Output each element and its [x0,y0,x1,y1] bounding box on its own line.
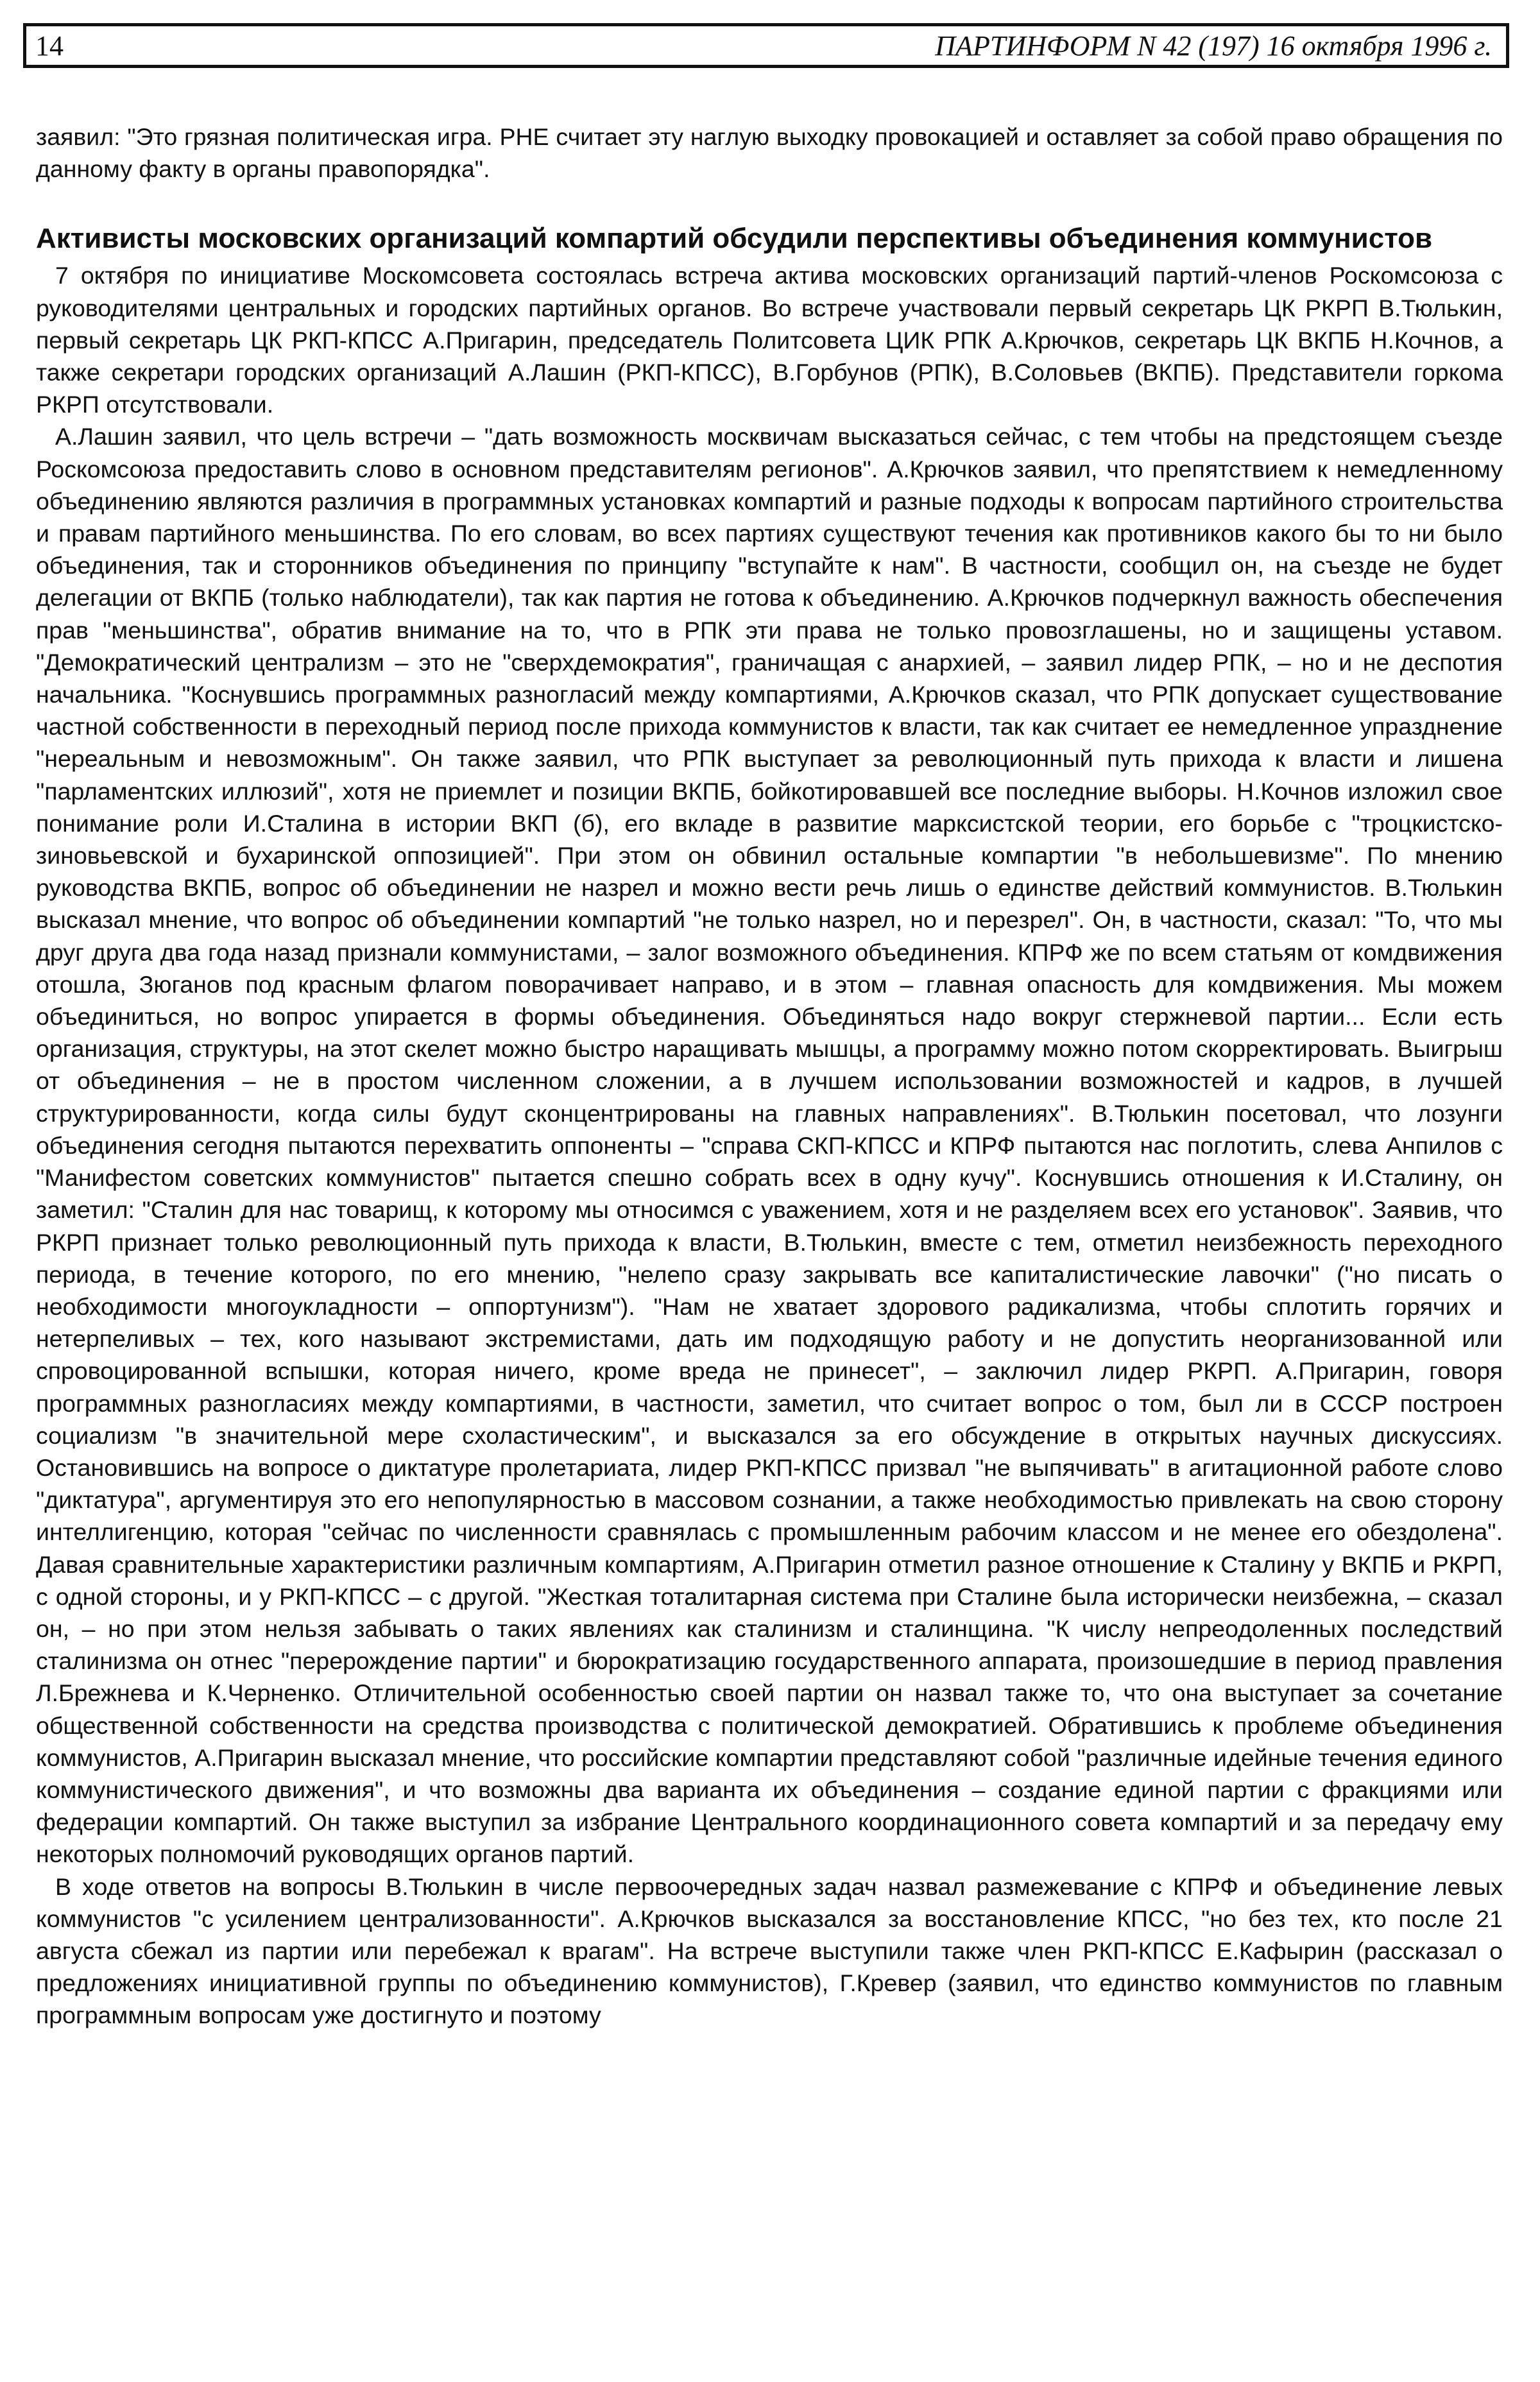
article-paragraph: 7 октября по инициативе Москомсовета состоялась встреча актива московских организаций партий-членов Роскомсоюза с руководителями центральных и городских партийных органов. Во встрече участвовали первый секретарь ЦК РКРП В.Тюлькин, первый секретарь ЦК РКП-КПСС А.Пригарин, председатель Политсовета ЦИК РПК А.Крючков, секретарь ЦК ВКПБ Н.Кочнов, а также секретари городских организаций А.Лашин (РКП-КПСС), В.Горбунов (РПК), В.Соловьев (ВКПБ). Представители горкома РКРП отсутствовали. [36,262,1503,418]
article-body [36,121,1503,2032]
page-header [23,23,1509,68]
page-number: 14 [35,30,64,62]
article-paragraph: А.Лашин заявил, что цель встречи – "дать возможность москвичам высказаться сейчас, с тем чтобы на предстоящем съезде Роскомсоюза предоставить слово в основном представителям регионов". А.Крючков заявил, что препятствием к немедленному объединению являются различия в программных установках компартий и разные подходы к вопросам партийного строительства и правам партийного меньшинства. По его словам, во всех партиях существуют течения как противников какого бы то ни было объединения, так и сторонников объединения по принципу "вступайте к нам". В частности, сообщил он, на съезде не будет делегации от ВКПБ (только наблюдатели), так как партия не готова к объединению. А.Крючков подчеркнул важность обеспечения прав "меньшинства", обратив внимание на то, что в РПК эти права не только провозглашены, но и защищены уставом. "Демократический централизм – это не "сверхдемократия", граничащая с анархией, – заявил лидер РПК, – но и не деспотия начальника. "Коснувшись программных разногласий между компартиями, А.Крючков сказал, что РПК допускает существование частной собственности в переходный период после прихода коммунистов к власти, так как считает ее немедленное упразднение "нереальным и невозможным". Он также заявил, что РПК выступает за революционный путь прихода к власти и лишена "парламентских иллюзий", хотя не приемлет и позиции ВКПБ, бойкотировавшей все последние выборы. Н.Кочнов изложил свое понимание роли И.Сталина в истории ВКП (б), его вкладе в развитие марксистской теории, его борьбе с "троцкистско-зиновьевской и бухаринской оппозицией". При этом он обвинил остальные компартии "в небольшевизме". По мнению руководства ВКПБ, вопрос об объединении не назрел и можно вести речь лишь о единстве действий коммунистов. В.Тюлькин высказал мнение, что вопрос об объединении компартий "не только назрел, но и перезрел". Он, в частности, сказал: "То, что мы друг друга два года назад признали коммунистами, – залог возможного объединения. КПРФ же по всем статьям от комдвижения отошла, Зюганов под красным флагом поворачивает направо, и в этом – главная опасность для комдвижения. Мы можем объединиться, но вопрос упирается в формы объединения. Объединяться надо вокруг стержневой партии... Если есть организация, структуры, на этот скелет можно быстро наращивать мышцы, а программу можно потом скорректировать. Выигрыш от объединения – не в простом численном сложении, а в лучшем использовании возможностей и кадров, в лучшей структурированности, когда силы будут сконцентрированы на главных направлениях". В.Тюлькин посетовал, что лозунги объединения сегодня пытаются перехватить оппоненты – "справа СКП-КПСС и КПРФ пытаются нас поглотить, слева Анпилов с "Манифестом советских коммунистов" пытается спешно собрать всех в одну кучу". Коснувшись отношения к И.Сталину, он заметил: "Сталин для нас товарищ, к которому мы относимся с уважением, хотя и не разделяем всех его установок". Заявив, что РКРП признает только революционный путь прихода к власти, В.Тюлькин, вместе с тем, отметил неизбежность переходного периода, в течение которого, по его мнению, "нелепо сразу закрывать все капиталистические лавочки" ("но писать о необходимости многоукладности – оппортунизм"). "Нам не хватает здорового радикализма, чтобы сплотить горячих и нетерпеливых – тех, кого называют экстремистами, дать им подходящую работу и не допустить неорганизованной или спровоцированной вспышки, которая ничего, кроме вреда не принесет", – заключил лидер РКРП. А.Пригарин, говоря программных разногласиях между компартиями, в частности, заметил, что считает вопрос о том, был ли в СССР построен социализм "в значительной мере схоластическим", и высказался за его обсуждение в открытых научных дискуссиях. Остановившись на вопросе о диктатуре пролетариата, лидер РКП-КПСС призвал "не выпячивать" в агитационной работе слово "диктатура", аргументируя это его непопулярностью в массовом сознании, а также необходимостью привлекать на свою сторону интеллигенцию, которая "сейчас по численности сравнялась с промышленным рабочим классом и не менее его обездолена". Давая сравнительные характеристики различным компартиям, А.Пригарин отметил разное отношение к Сталину у ВКПБ и РКРП, с одной стороны, и у РКП-КПСС – с другой. "Жесткая тоталитарная система при Сталине была исторически неизбежна, – сказал он, – но при этом нельзя забывать о таких явлениях как сталинизм и сталинщина. "К числу непреодоленных последствий сталинизма он отнес "перерождение партии" и бюрократизацию государственного аппарата, произошедшие в период правления Л.Брежнева и К.Черненко. Отличительной особенностью своей партии он назвал также то, что она выступает за сочетание общественной собственности на средства производства с политической демократией. Обратившись к проблеме объединения коммунистов, А.Пригарин высказал мнение, что российские компартии представляют собой "различные идейные течения единого коммунистического движения", и что возможны два варианта их объединения – создание единой партии с фракциями или федерации компартий. Он также выступил за избрание Центрального координационного совета компартий и за передачу ему некоторых полномочий руководящих органов партий. [36,423,1503,1868]
publication-info: ПАРТИНФОРМ N 42 (197) 16 октября 1996 г. [935,30,1492,62]
lead-paragraph: заявил: "Это грязная политическая игра. РНЕ считает эту наглую выходку провокацией и оставляет за собой право обращения по данному факту в органы правопорядка". [36,123,1503,183]
article-paragraph: В ходе ответов на вопросы В.Тюлькин в числе первоочередных задач назвал размежевание с КПРФ и объединение левых коммунистов "с усилением централизованности". А.Крючков высказался за восстановление КПСС, "но без тех, кто после 21 августа сбежал из партии или перебежал к врагам". На встрече выступили также член РКП-КПСС Е.Кафырин (рассказал о предложениях инициативной группы по объединению коммунистов), Г.Кревер (заявил, что единство коммунистов по главным программным вопросам уже достигнуто и поэтому [36,1872,1503,2029]
article-headline: Активисты московских организаций компартий обсудили перспективы объединения коммунистов [36,223,1433,255]
